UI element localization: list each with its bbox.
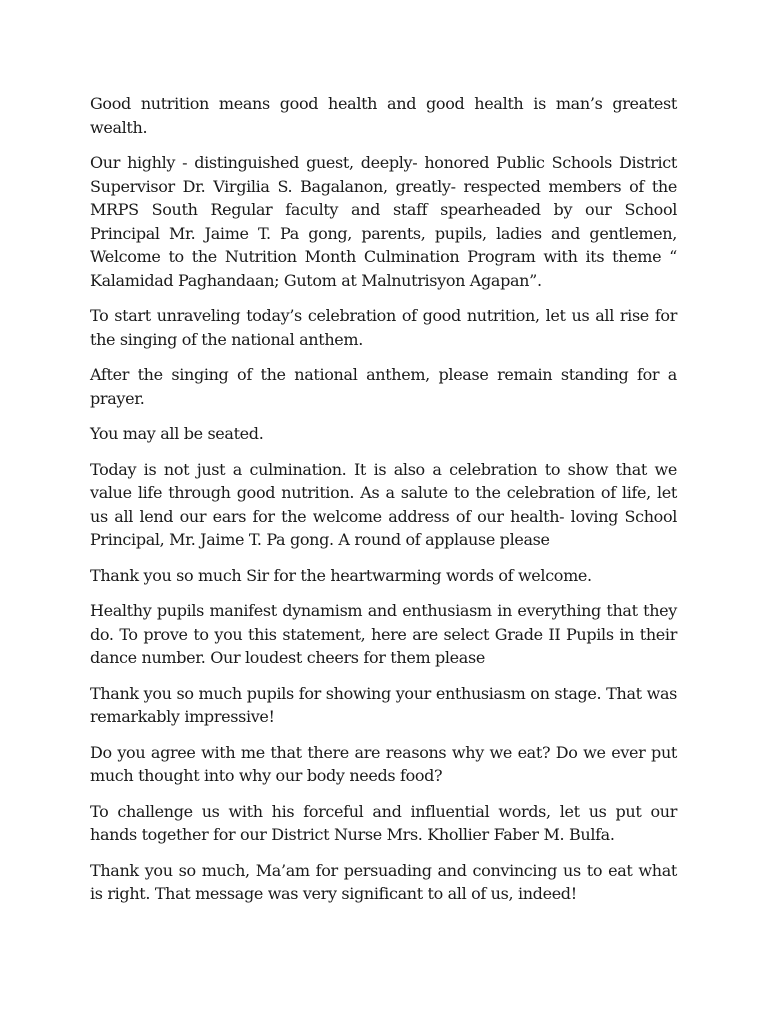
paragraph-8: Healthy pupils manifest dynamism and enthusiasm in everything that they do. To prove to you this statement, here are select Grade II Pupils in their dance number. Our loudest cheers for them please	[90, 601, 677, 667]
paragraph-5: You may all be seated.	[90, 424, 264, 443]
paragraph-11: To challenge us with his forceful and influential words, let us put our hands together for our District Nurse Mrs. Khollier Faber M. Bulfa.	[90, 801, 677, 844]
paragraph-6: Today is not just a culmination. It is also a celebration to show that we value life through good nutrition. As a salute to the celebration of life, let us all lend our ears for the welcome address of our health- loving School Principal, Mr. Jaime T. Pa gong. A round of applause please	[90, 459, 677, 549]
paragraph-10: Do you agree with me that there are reasons why we eat? Do we ever put much thought into why our body needs food?	[90, 742, 677, 785]
paragraph-4: After the singing of the national anthem, please remain standing for a prayer.	[90, 365, 677, 408]
paragraph-9: Thank you so much pupils for showing your enthusiasm on stage. That was remarkably impressive!	[90, 683, 677, 726]
paragraph-3: To start unraveling today’s celebration of good nutrition, let us all rise for the singing of the national anthem.	[90, 306, 677, 349]
paragraph-12: Thank you so much, Ma’am for persuading and convincing us to eat what is right. That message was very significant to all of us, indeed!	[90, 860, 677, 903]
paragraph-7: Thank you so much Sir for the heartwarming words of welcome.	[90, 565, 592, 585]
paragraph-1: Good nutrition means good health and good health is man’s greatest wealth.	[90, 94, 677, 137]
document-page	[90, 92, 677, 918]
paragraph-2: Our highly - distinguished guest, deeply- honored Public Schools District Supervisor Dr. Virgilia S. Bagalanon, greatly- respected members of the MRPS South Regular faculty and staff spearheaded by our School Principal Mr. Jaime T. Pa gong, parents, pupils, ladies and gentlemen, Welcome to the Nutrition Month Culmination Program with its theme “ Kalamidad Paghandaan; Gutom at Malnutrisyon Agapan”.	[90, 153, 677, 290]
